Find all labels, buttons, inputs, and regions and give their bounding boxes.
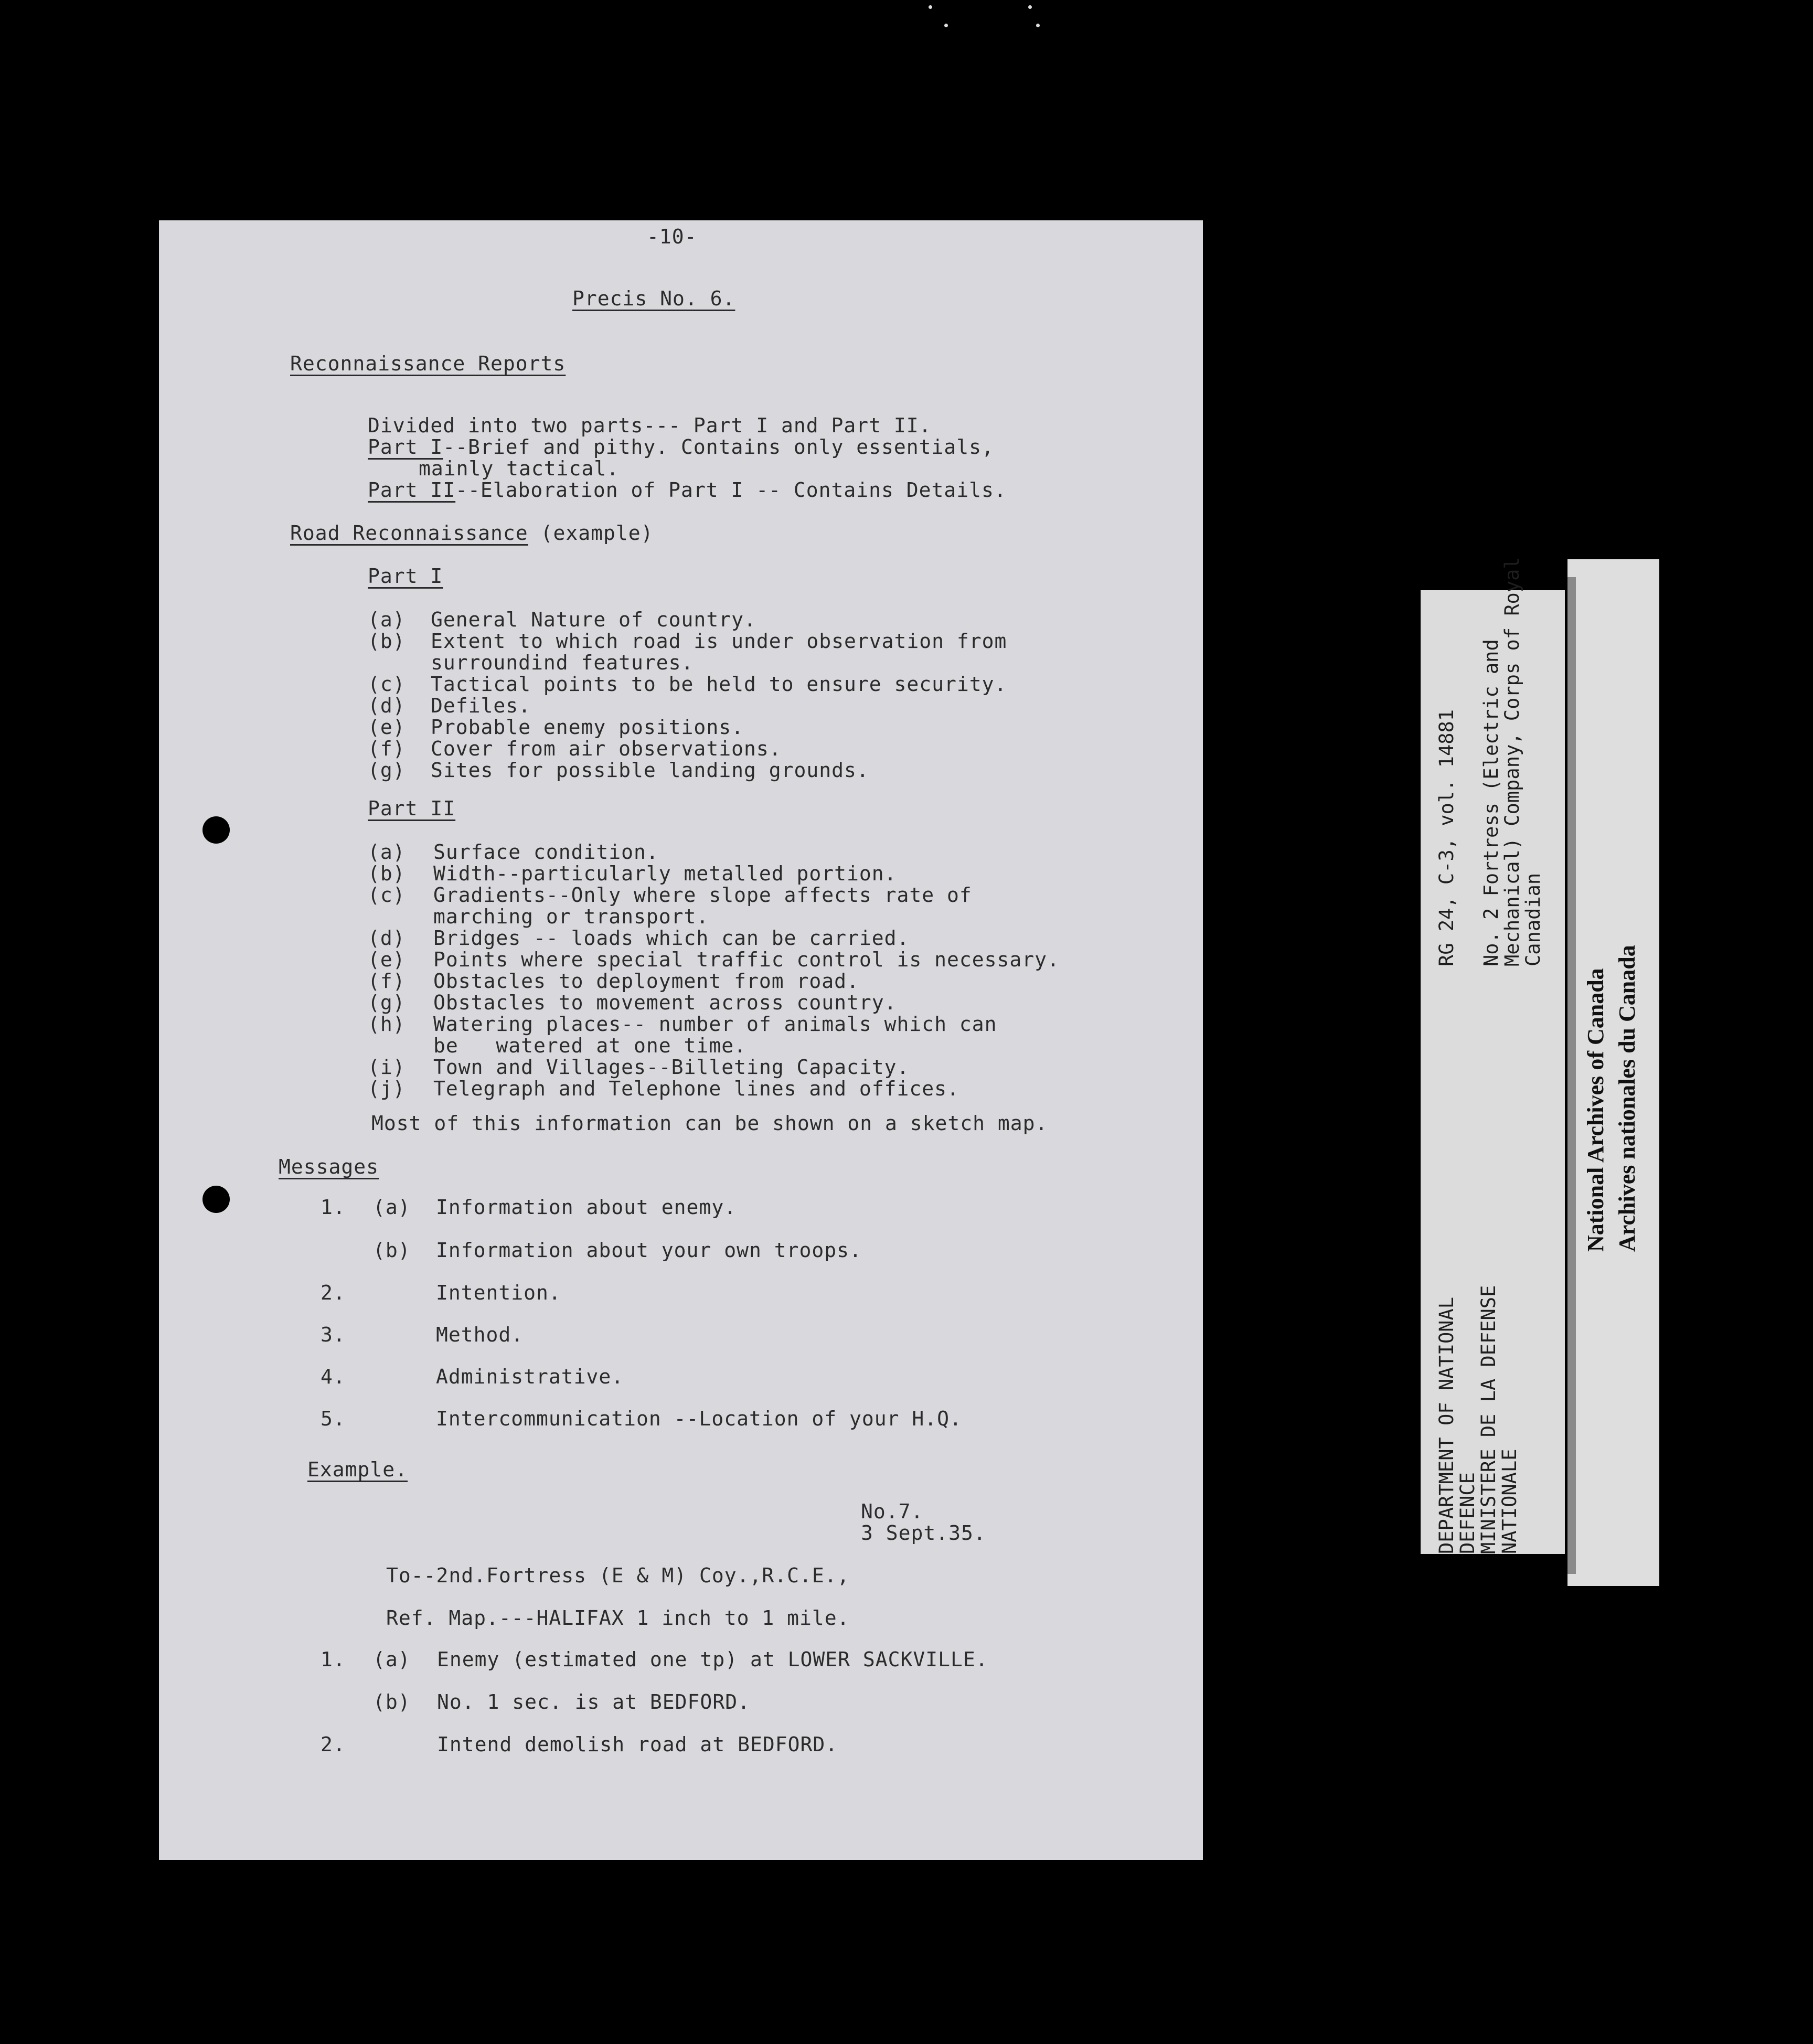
label-desc-line3: Canadian — [1522, 872, 1544, 966]
document-page — [159, 220, 1203, 1860]
page-number: -10- — [647, 225, 697, 248]
part2-item-text: Town and Villages--Billeting Capacity. — [433, 1056, 910, 1079]
reconnaissance-heading: Reconnaissance Reports — [290, 352, 566, 375]
label-divider — [1567, 577, 1576, 1574]
example-item-number: 2. — [321, 1733, 346, 1756]
part1-item-text: surroundind features. — [431, 651, 694, 674]
part1-item-text: Tactical points to be held to ensure security. — [431, 673, 1007, 696]
message-number: 4. — [321, 1365, 346, 1388]
part2-item-text: Bridges -- loads which can be carried. — [433, 927, 910, 950]
binder-hole — [202, 816, 230, 844]
part1-item-letter: (a) — [368, 608, 406, 631]
part1-item-letter: (d) — [368, 694, 406, 717]
label-dept-line1: DEPARTMENT OF NATIONAL — [1435, 1296, 1458, 1554]
road-recon-heading-line — [290, 522, 653, 544]
part2-item-letter: (a) — [368, 840, 406, 864]
label-desc-line1: No. 2 Fortress (Electric and — [1480, 639, 1502, 966]
binder-hole — [202, 1186, 230, 1213]
label-ministere-line2: NATIONALE — [1498, 1449, 1521, 1554]
part1-item-text: Cover from air observations. — [431, 737, 782, 760]
part2-item-text: Width--particularly metalled portion. — [433, 862, 897, 885]
part1-item-text: Defiles. — [431, 694, 531, 717]
example-item-text: No. 1 sec. is at BEDFORD. — [437, 1690, 750, 1713]
message-text: Administrative. — [436, 1365, 624, 1388]
intro-line-4 — [368, 479, 1007, 501]
part2-item-letter: (h) — [368, 1013, 406, 1036]
example-item-subletter: (a) — [373, 1648, 411, 1671]
example-number: No.7. — [861, 1500, 924, 1523]
message-number: 5. — [321, 1407, 346, 1430]
archives-stamp — [1567, 559, 1659, 1586]
part2-item-letter: (j) — [368, 1077, 406, 1100]
part1-item-letter: (e) — [368, 716, 406, 739]
part2-item-letter: (g) — [368, 991, 406, 1014]
message-text: Information about enemy. — [436, 1196, 737, 1219]
part2-heading: Part II — [368, 797, 456, 820]
part2-item-text: Gradients--Only where slope affects rate of — [433, 883, 972, 907]
example-item-text: Intend demolish road at BEDFORD. — [437, 1733, 838, 1756]
message-text: Information about your own troops. — [436, 1239, 862, 1262]
road-recon-suffix: (example) — [540, 521, 654, 545]
example-item-subletter: (b) — [373, 1690, 411, 1713]
message-number: 2. — [321, 1281, 346, 1304]
archives-stamp-text — [1567, 832, 1659, 1252]
part1-item-text: Sites for possible landing grounds. — [431, 759, 869, 782]
message-subletter: (a) — [373, 1196, 411, 1219]
message-text: Intercommunication --Location of your H.Q. — [436, 1407, 962, 1430]
part1-item-letter: (c) — [368, 673, 406, 696]
label-reference: RG 24, C-3, vol. 14881 — [1435, 709, 1458, 966]
intro-part2-text: --Elaboration of Part I -- Contains Details. — [455, 478, 1007, 502]
message-text: Method. — [436, 1323, 524, 1346]
label-desc-line2: Mechanical) Company, Corps of Royal — [1501, 557, 1523, 966]
part1-item-letter: (f) — [368, 737, 406, 760]
example-item-number: 1. — [321, 1648, 346, 1671]
part2-item-letter: (c) — [368, 883, 406, 907]
part1-item-letter: (b) — [368, 630, 406, 653]
archive-label-text — [1421, 557, 1565, 1554]
message-text: Intention. — [436, 1281, 561, 1304]
stamp-line-english: National Archives of Canada — [1583, 968, 1608, 1252]
part2-item-text: Obstacles to movement across country. — [433, 991, 897, 1014]
part2-item-letter: (b) — [368, 862, 406, 885]
label-dept-line2: DEFENCE — [1456, 1472, 1479, 1554]
sketch-note: Most of this information can be shown on a sketch map. — [371, 1112, 1048, 1135]
intro-line-1: Divided into two parts--- Part I and Part II. — [368, 414, 932, 437]
stamp-line-french: Archives nationales du Canada — [1614, 945, 1640, 1252]
scan-speck — [944, 24, 948, 27]
intro-line-2 — [368, 436, 994, 458]
intro-part2-label: Part II — [368, 478, 456, 502]
part2-item-letter: (e) — [368, 948, 406, 971]
precis-title: Precis No. 6. — [572, 287, 735, 310]
part1-item-text: General Nature of country. — [431, 608, 756, 631]
scan-speck — [1036, 24, 1040, 27]
part2-item-text: Obstacles to deployment from road. — [433, 970, 859, 993]
message-number: 1. — [321, 1196, 346, 1219]
part2-item-text: Surface condition. — [433, 840, 659, 864]
example-ref: Ref. Map.---HALIFAX 1 inch to 1 mile. — [386, 1606, 850, 1630]
message-number: 3. — [321, 1323, 346, 1346]
part2-item-letter: (i) — [368, 1056, 406, 1079]
example-to: To--2nd.Fortress (E & M) Coy.,R.C.E., — [386, 1564, 850, 1587]
scan-speck — [929, 5, 932, 9]
part1-item-text: Probable enemy positions. — [431, 716, 744, 739]
part2-item-letter: (d) — [368, 927, 406, 950]
part2-item-text: Points where special traffic control is necessary. — [433, 948, 1060, 971]
part1-item-letter: (g) — [368, 759, 406, 782]
example-heading: Example. — [307, 1458, 408, 1481]
archive-label — [1421, 557, 1565, 1554]
intro-line-3: mainly tactical. — [419, 457, 620, 480]
part2-item-text: Telegraph and Telephone lines and offices. — [433, 1077, 959, 1100]
message-subletter: (b) — [373, 1239, 411, 1262]
messages-heading: Messages — [279, 1155, 379, 1178]
part2-item-text: marching or transport. — [433, 905, 709, 928]
part1-item-text: Extent to which road is under observation from — [431, 630, 1007, 653]
road-recon-heading: Road Reconnaissance — [290, 521, 528, 545]
label-ministere-line1: MINISTERE DE LA DEFENSE — [1477, 1285, 1500, 1554]
part2-item-text: be watered at one time. — [433, 1034, 746, 1057]
part2-item-text: Watering places-- number of animals which can — [433, 1013, 997, 1036]
example-date: 3 Sept.35. — [861, 1521, 986, 1545]
scan-speck — [1028, 5, 1032, 9]
intro-part1-text: --Brief and pithy. Contains only essentials, — [443, 435, 994, 459]
example-item-text: Enemy (estimated one tp) at LOWER SACKVILLE. — [437, 1648, 988, 1671]
intro-part1-label: Part I — [368, 435, 443, 459]
part1-heading: Part I — [368, 565, 443, 588]
part2-item-letter: (f) — [368, 970, 406, 993]
